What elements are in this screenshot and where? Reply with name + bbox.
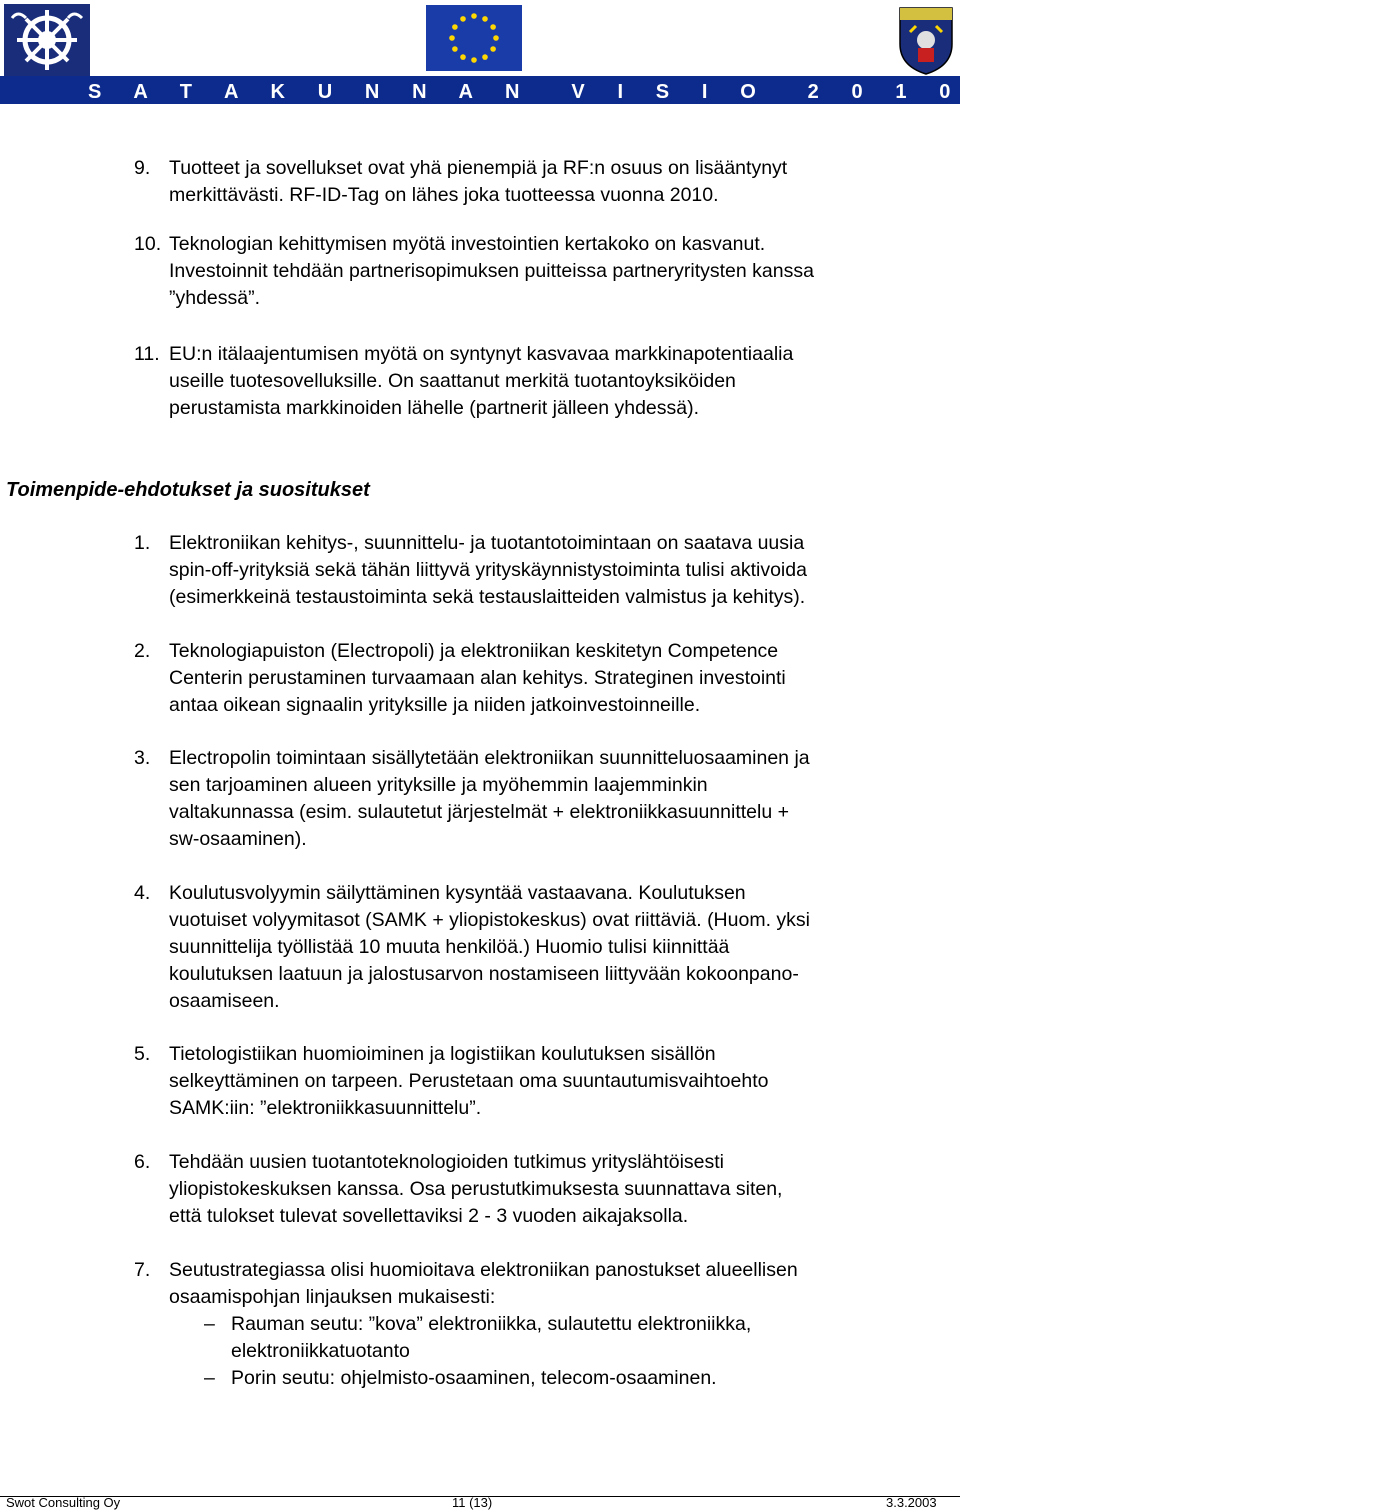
item-text-line: Koulutusvolyymin säilyttäminen kysyntää vastaavana. Koulutuksen bbox=[169, 882, 746, 904]
item-number: 1. bbox=[134, 532, 151, 554]
item-text-line: useille tuotesovelluksille. On saattanut merkitä tuotantoyksiköiden bbox=[169, 370, 736, 392]
ship-wheel-logo bbox=[4, 4, 90, 76]
item-text-line: vuotuiset volyymitasot (SAMK + yliopistokeskus) ovat riittäviä. (Huom. yksi bbox=[169, 909, 810, 931]
item-number: 10. bbox=[134, 233, 162, 255]
coat-of-arms bbox=[896, 2, 956, 76]
eu-star bbox=[452, 46, 458, 52]
item-text-line: Tuotteet ja sovellukset ovat yhä pienempiä ja RF:n osuus on lisääntynyt bbox=[169, 157, 788, 179]
item-number: 11. bbox=[134, 343, 160, 365]
item-text-line: ”yhdessä”. bbox=[169, 287, 261, 309]
item-text-line: suunnittelija työllistää 10 muuta henkilöä.) Huomio tulisi kiinnittää bbox=[169, 936, 730, 958]
item-text-line: sen tarjoaminen alueen yrityksille ja myöhemmin laajemminkin bbox=[169, 774, 708, 796]
item-text-line: koulutuksen laatuun ja jalostusarvon nostamiseen liittyvään kokoonpano- bbox=[169, 963, 799, 985]
item-number: 4. bbox=[134, 882, 151, 904]
item-number: 7. bbox=[134, 1259, 151, 1281]
item-text-line: EU:n itälaajentumisen myötä on syntynyt kasvavaa markkinapotentiaalia bbox=[169, 343, 794, 365]
eu-star bbox=[452, 24, 458, 30]
item-text-line: Elektroniikan kehitys-, suunnittelu- ja tuotantotoimintaan on saatava uusia bbox=[169, 532, 805, 554]
item-text-line: Teknologiapuiston (Electropoli) ja elektroniikan keskitetyn Competence bbox=[169, 640, 779, 662]
header-logos bbox=[0, 0, 960, 76]
item-text-line: yliopistokeskuksen kanssa. Osa perustutkimuksesta suunnattava siten, bbox=[169, 1178, 783, 1200]
eu-star bbox=[471, 57, 477, 63]
item-text-line: antaa oikean signaalin yrityksille ja niiden jatkoinvestoinneille. bbox=[169, 694, 701, 716]
item-text-line: valtakunnassa (esim. sulautetut järjestelmät + elektroniikkasuunnittelu + bbox=[169, 801, 789, 823]
item-text-line: Porin seutu: ohjelmisto-osaaminen, telecom-osaaminen. bbox=[231, 1367, 717, 1389]
item-number: – bbox=[204, 1367, 215, 1389]
item-text-line: SAMK:iin: ”elektroniikkasuunnittelu”. bbox=[169, 1097, 482, 1119]
item-text-line: Teknologian kehittymisen myötä investointien kertakoko on kasvanut. bbox=[169, 233, 766, 255]
eu-star bbox=[482, 16, 488, 22]
item-number: 6. bbox=[134, 1151, 151, 1173]
item-text-line: Tietologistiikan huomioiminen ja logistiikan koulutuksen sisällön bbox=[169, 1043, 716, 1065]
item-text-line: että tulokset tulevat sovellettaviksi 2 - 3 vuoden aikajaksolla. bbox=[169, 1205, 689, 1227]
eu-star bbox=[460, 16, 466, 22]
footer-company: Swot Consulting Oy bbox=[6, 1495, 121, 1510]
section-heading: Toimenpide-ehdotukset ja suositukset bbox=[6, 479, 370, 501]
item-text-line: spin-off-yrityksiä sekä tähän liittyvä yrityskäynnistystoiminta tulisi aktivoida bbox=[169, 559, 807, 581]
item-text-line: Rauman seutu: ”kova” elektroniikka, sulautettu elektroniikka, bbox=[231, 1313, 752, 1335]
banner-title: S A T A K U N N A N V I S I O 2 0 1 0 - P R O J E K T I bbox=[88, 81, 1384, 103]
item-text-line: selkeyttäminen on tarpeen. Perustetaan oma suuntautumisvaihtoehto bbox=[169, 1070, 769, 1092]
item-number: – bbox=[204, 1313, 215, 1335]
item-number: 5. bbox=[134, 1043, 151, 1065]
item-text-line: osaamiseen. bbox=[169, 990, 280, 1012]
eu-star bbox=[490, 24, 496, 30]
eu-star bbox=[493, 35, 499, 41]
eu-star bbox=[449, 35, 455, 41]
item-number: 2. bbox=[134, 640, 151, 662]
item-text-line: (esimerkkeinä testaustoiminta sekä testauslaitteiden valmistus ja kehitys). bbox=[169, 586, 806, 608]
eu-flag bbox=[426, 5, 522, 71]
footer-page-number: 11 (13) bbox=[452, 1495, 493, 1510]
item-text-line: Centerin perustaminen turvaamaan alan kehitys. Strateginen investointi bbox=[169, 667, 786, 689]
eu-star bbox=[460, 54, 466, 60]
item-text-line: elektroniikkatuotanto bbox=[231, 1340, 410, 1362]
item-text-line: sw-osaaminen). bbox=[169, 828, 307, 850]
item-text-line: Seutustrategiassa olisi huomioitava elektroniikan panostukset alueellisen bbox=[169, 1259, 798, 1281]
item-text-line: Tehdään uusien tuotantoteknologioiden tutkimus yrityslähtöisesti bbox=[169, 1151, 725, 1173]
eu-star bbox=[490, 46, 496, 52]
item-number: 3. bbox=[134, 747, 151, 769]
item-text-line: perustamista markkinoiden lähelle (partnerit jälleen yhdessä). bbox=[169, 397, 700, 419]
item-text-line: merkittävästi. RF-ID-Tag on lähes joka tuotteessa vuonna 2010. bbox=[169, 184, 719, 206]
item-text-line: Electropolin toimintaan sisällytetään elektroniikan suunnitteluosaaminen ja bbox=[169, 747, 810, 769]
item-text-line: osaamispohjan linjauksen mukaisesti: bbox=[169, 1286, 496, 1308]
eu-star bbox=[471, 13, 477, 19]
eu-star bbox=[482, 54, 488, 60]
footer-date: 3.3.2003 bbox=[886, 1495, 937, 1510]
item-number: 9. bbox=[134, 157, 151, 179]
item-text-line: Investoinnit tehdään partnerisopimuksen puitteissa partneryritysten kanssa bbox=[169, 260, 814, 282]
